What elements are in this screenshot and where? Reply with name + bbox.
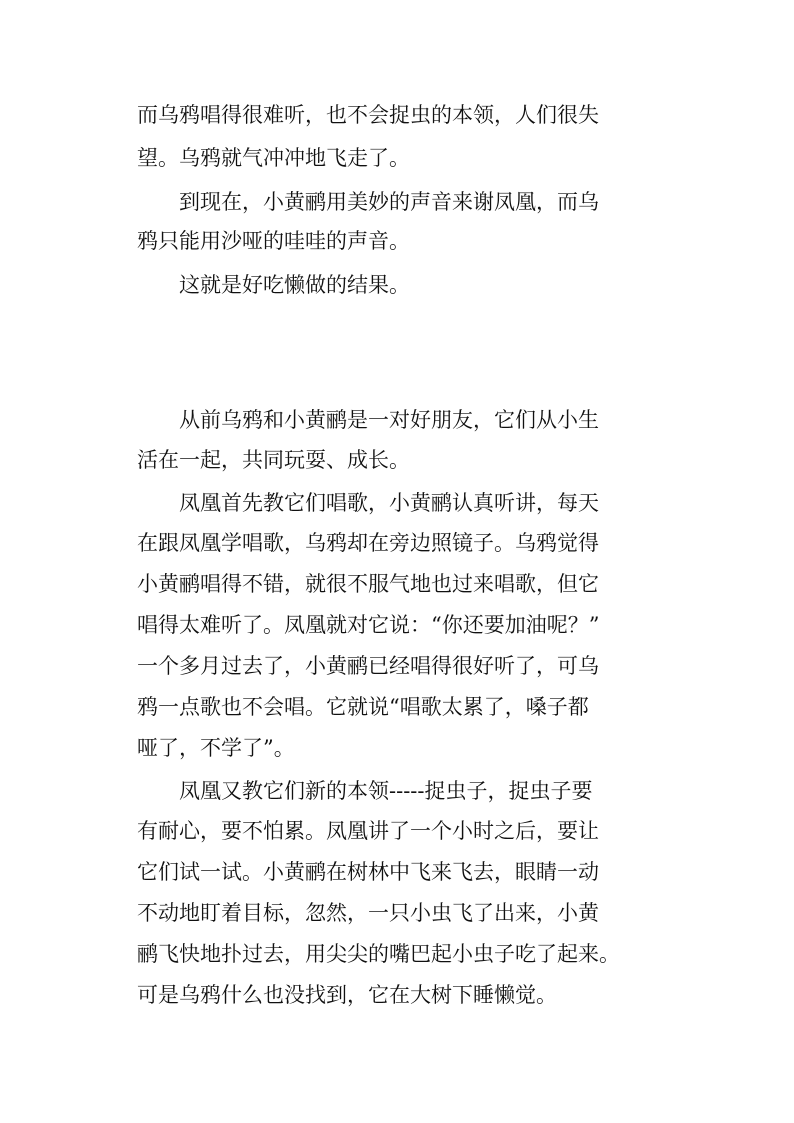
paragraph-line: 从前乌鸦和小黄鹂是一对好朋友，它们从小生	[179, 408, 599, 432]
paragraph-line: 鸦一点歌也不会唱。它就说“唱歌太累了，嗓子都	[137, 695, 589, 719]
paragraph-line: 在跟凤凰学唱歌，乌鸦却在旁边照镜子。乌鸦觉得	[137, 531, 599, 555]
paragraph-line: 到现在，小黄鹂用美妙的声音来谢凤凰，而乌	[179, 190, 599, 214]
paragraph-line: 不动地盯着目标，忽然，一只小虫飞了出来，小黄	[137, 901, 599, 925]
paragraph-line: 有耐心，要不怕累。凤凰讲了一个小时之后，要让	[137, 819, 599, 843]
paragraph-line: 一个多月过去了，小黄鹂已经唱得很好听了，可乌	[137, 654, 599, 678]
paragraph-line: 而乌鸦唱得很难听，也不会捉虫的本领，人们很失	[137, 103, 599, 127]
paragraph-line: 哑了，不学了”。	[137, 736, 295, 760]
paragraph-line: 鹂飞快地扑过去，用尖尖的嘴巴起小虫子吃了起来。	[137, 942, 620, 966]
paragraph-line: 凤凰首先教它们唱歌，小黄鹂认真听讲，每天	[179, 491, 599, 515]
paragraph-line: 它们试一试。小黄鹂在树林中飞来飞去，眼睛一动	[137, 860, 599, 884]
paragraph-line: 活在一起，共同玩耍、成长。	[137, 448, 410, 472]
paragraph-line: 这就是好吃懒做的结果。	[179, 273, 410, 297]
paragraph-line: 可是乌鸦什么也没找到，它在大树下睡懒觉。	[137, 983, 557, 1007]
paragraph-line: 小黄鹂唱得不错，就很不服气地也过来唱歌，但它	[137, 572, 599, 596]
paragraph-line: 望。乌鸦就气冲冲地飞走了。	[137, 146, 410, 170]
paragraph-line: 鸦只能用沙哑的哇哇的声音。	[137, 229, 410, 253]
paragraph-line: 唱得太难听了。凤凰就对它说：“你还要加油呢？”	[137, 613, 600, 637]
paragraph-line: 凤凰又教它们新的本领-----捉虫子，捉虫子要	[179, 779, 593, 803]
